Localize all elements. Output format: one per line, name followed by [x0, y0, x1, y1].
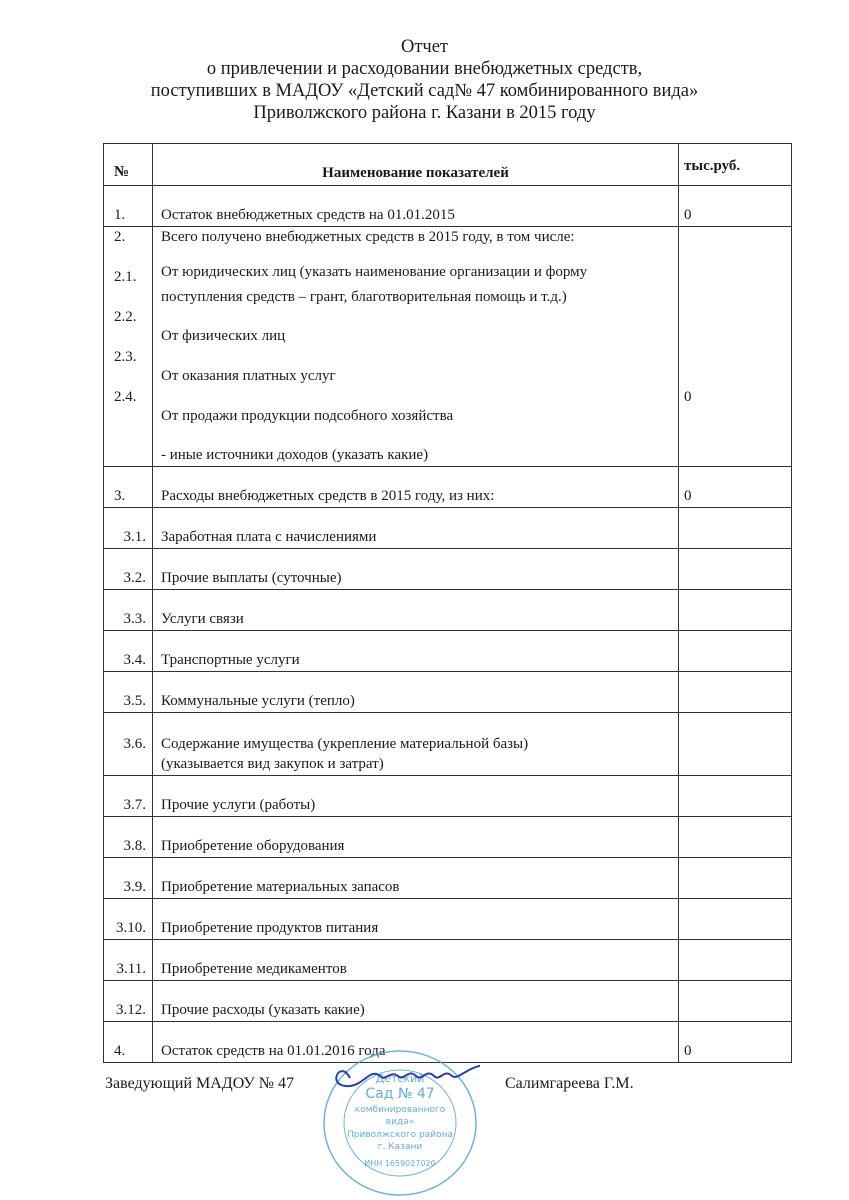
row-name: Услуги связи [161, 611, 244, 627]
table-row-expense [104, 549, 791, 590]
row-num: 3.9. [123, 879, 146, 895]
table-row-expense [104, 672, 791, 713]
row-name: Остаток внебюджетных средств на 01.01.2015 [161, 207, 455, 223]
table-row [104, 186, 791, 227]
row-name: Заработная плата с начислениями [161, 529, 377, 545]
svg-text:Приволжского района: Приволжского района [347, 1130, 453, 1140]
row-value [679, 672, 791, 712]
table-row-expense [104, 858, 791, 899]
signatory-position: Заведующий МАДОУ № 47 [105, 1075, 294, 1092]
svg-text:вида»: вида» [385, 1117, 415, 1127]
header-unit: тыс.руб. [684, 158, 741, 174]
row-value [679, 776, 791, 816]
title-line: Приволжского района г. Казани в 2015 году [253, 103, 596, 123]
row-name: От оказания платных услуг [161, 368, 336, 384]
row-num: 3.3. [123, 611, 146, 627]
row-name: Всего получено внебюджетных средств в 2015 году, в том числе: [161, 229, 575, 245]
row-value [679, 981, 791, 1021]
row-name: Расходы внебюджетных средств в 2015 году, из них: [161, 488, 495, 504]
svg-text:Детский: Детский [375, 1072, 425, 1085]
table-row-expense [104, 631, 791, 672]
row-name: Прочие выплаты (суточные) [161, 570, 342, 586]
row-name: Остаток средств на 01.01.2016 года [161, 1043, 386, 1059]
row-num: 3.5. [123, 693, 146, 709]
row-value [679, 940, 791, 980]
row-value: 0 [684, 488, 692, 504]
document-title [0, 36, 849, 124]
row-name: Транспортные услуги [161, 652, 300, 668]
row-num: 3.1. [123, 529, 146, 545]
row-value [679, 508, 791, 548]
table-header [104, 144, 791, 186]
row-value [679, 590, 791, 630]
report-table [103, 143, 792, 1063]
row-name: Прочие расходы (указать какие) [161, 1002, 365, 1018]
row-name: - иные источники доходов (указать какие) [161, 447, 429, 463]
table-row-expense [104, 899, 791, 940]
row-name: Приобретение продуктов питания [161, 920, 379, 936]
table-row-income [104, 227, 791, 467]
row-num: 3.2. [123, 570, 146, 586]
row-name: От юридических лиц (указать наименование организации и форму [161, 264, 588, 280]
row-value: 0 [684, 389, 692, 405]
row-num: 3.7. [123, 797, 146, 813]
signatory-name: Салимгареева Г.М. [505, 1075, 634, 1092]
row-value [679, 899, 791, 939]
row-value: 0 [684, 207, 692, 223]
row-num: 1. [114, 207, 126, 223]
table-row-expense [104, 590, 791, 631]
row-num: 3.8. [123, 838, 146, 854]
row-num: 3.11. [116, 961, 146, 977]
table-row-expense [104, 940, 791, 981]
title-line: Отчет [400, 37, 449, 57]
row-value: 0 [684, 1043, 692, 1059]
row-num: 2.2. [114, 309, 137, 325]
header-name: Наименование показателей [322, 165, 509, 181]
row-num: 3.12. [116, 1002, 146, 1018]
row-name: Коммунальные услуги (тепло) [161, 693, 355, 709]
row-num: 3.6. [123, 736, 146, 752]
row-num: 4. [114, 1043, 126, 1059]
table-row-expense [104, 713, 791, 776]
row-name: От продажи продукции подсобного хозяйства [161, 408, 454, 424]
row-num: 2.1. [114, 269, 137, 285]
table-row [104, 467, 791, 508]
official-stamp [320, 1048, 480, 1198]
row-name: От физических лиц [161, 328, 286, 344]
title-line: о привлечении и расходовании внебюджетных средств, [206, 59, 643, 79]
row-value [679, 817, 791, 857]
row-num: 2.4. [114, 389, 137, 405]
table-row-expense [104, 981, 791, 1022]
header-num: № [114, 164, 130, 180]
row-num: 2.3. [114, 349, 137, 365]
table-row-expense [104, 817, 791, 858]
row-value [679, 713, 791, 775]
table-row-expense [104, 776, 791, 817]
row-num: 3. [114, 488, 126, 504]
row-value [679, 858, 791, 898]
row-name: Приобретение оборудования [161, 838, 345, 854]
svg-text:Сад № 47: Сад № 47 [365, 1086, 435, 1102]
row-name: Содержание имущества (укрепление материальной базы) [161, 736, 529, 752]
row-name: (указывается вид закупок и затрат) [161, 756, 384, 772]
row-num: 2. [114, 229, 126, 245]
row-name: Приобретение медикаментов [161, 961, 347, 977]
table-row-expense [104, 508, 791, 549]
row-name: Прочие услуги (работы) [161, 797, 316, 813]
row-num: 3.10. [116, 920, 146, 936]
svg-text:ИНН 1659027020: ИНН 1659027020 [364, 1159, 436, 1168]
row-name: поступления средств – грант, благотворительная помощь и т.д.) [161, 289, 567, 305]
title-line: поступивших в МАДОУ «Детский сад№ 47 комбинированного вида» [150, 81, 699, 101]
row-value [679, 631, 791, 671]
row-value [679, 549, 791, 589]
svg-text:комбинированного: комбинированного [354, 1105, 446, 1115]
row-name: Приобретение материальных запасов [161, 879, 400, 895]
svg-text:г. Казани: г. Казани [377, 1142, 423, 1152]
row-num: 3.4. [123, 652, 146, 668]
